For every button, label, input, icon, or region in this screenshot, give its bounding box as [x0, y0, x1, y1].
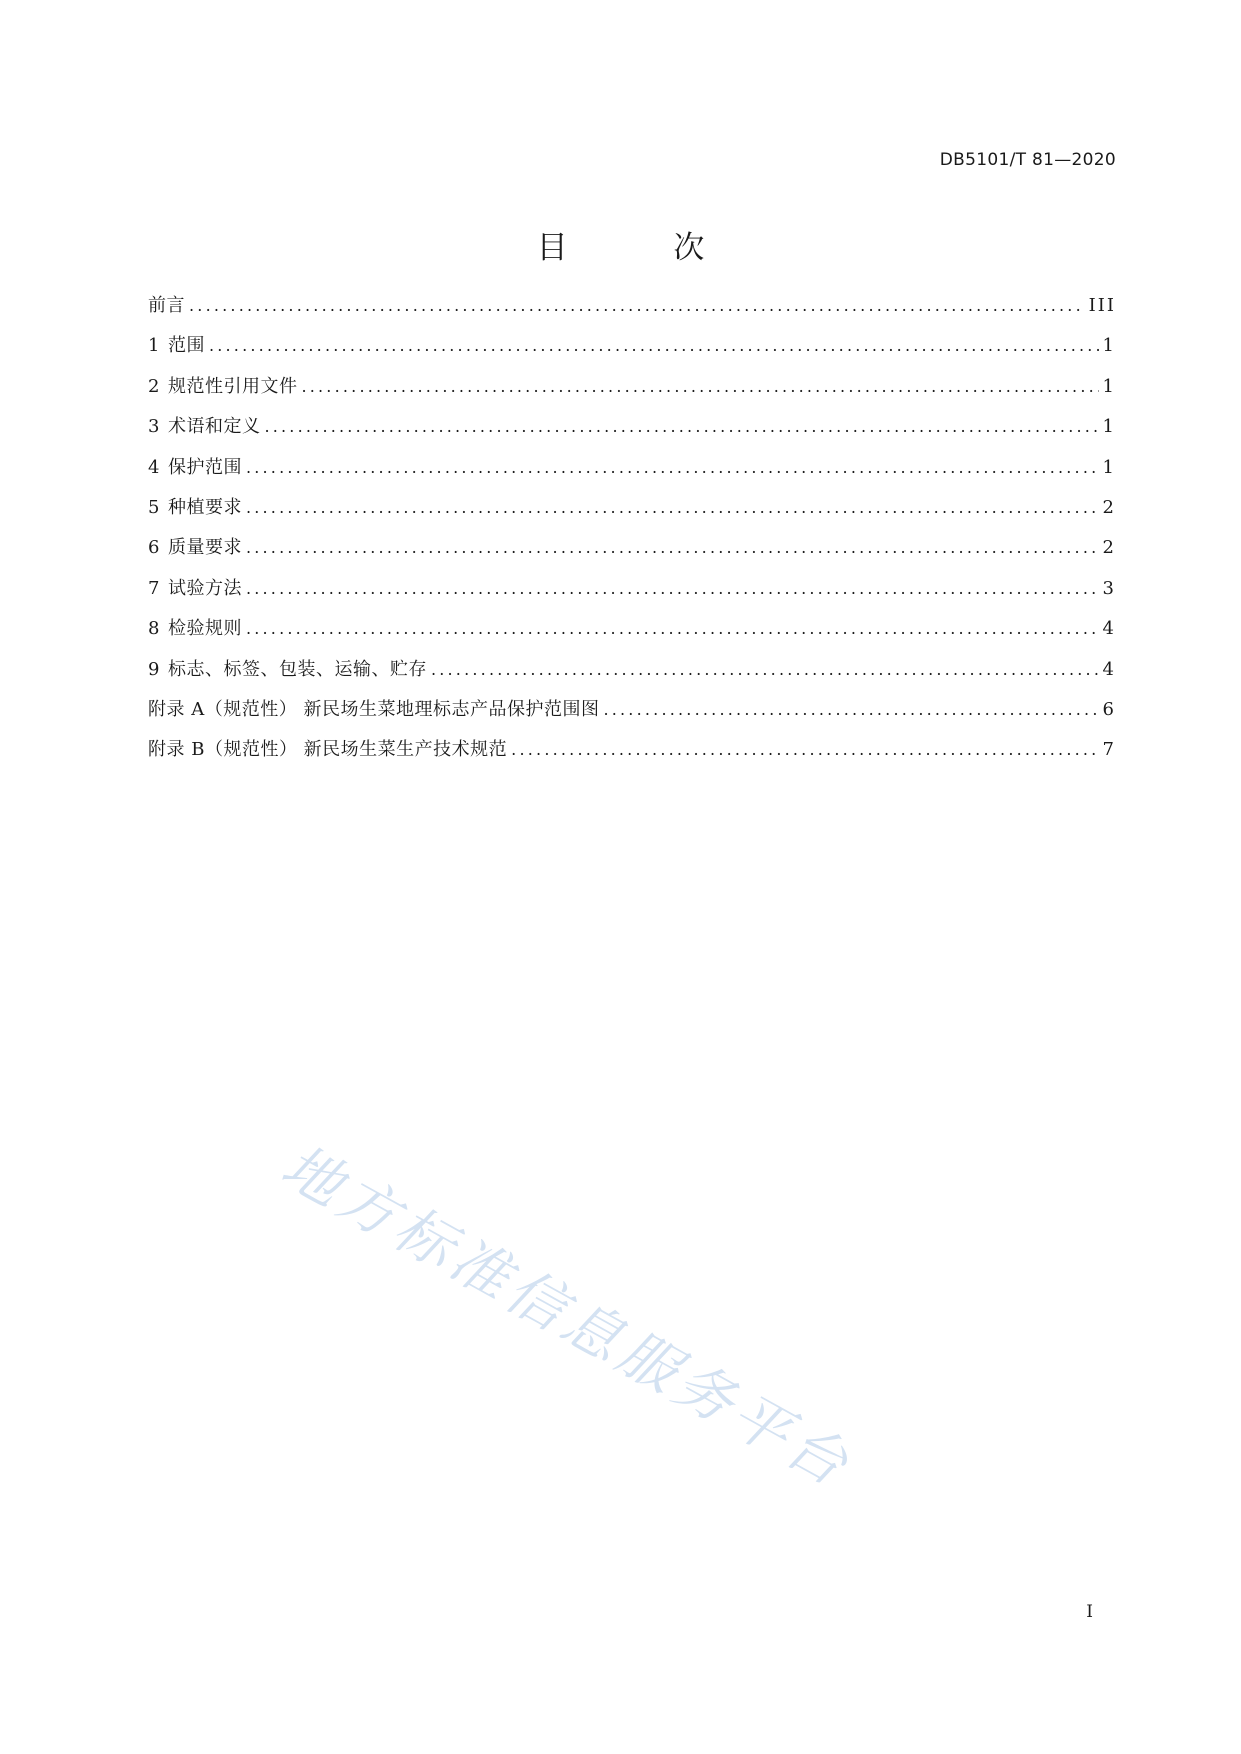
toc-entry-marking-packaging[interactable] [148, 655, 1116, 695]
document-code: DB5101/T 81—2020 [939, 150, 1116, 170]
toc-leader-dots [246, 458, 1099, 477]
toc-entry-label: 附录 A（规范性） 新民场生菜地理标志产品保护范围图 [148, 698, 600, 720]
toc-entry-page: 4 [1102, 658, 1116, 680]
toc-entry-page: 2 [1102, 496, 1116, 518]
toc-entry-page: 2 [1102, 537, 1116, 559]
toc-leader-dots [209, 336, 1099, 355]
toc-entry-label: 2 规范性引用文件 [148, 375, 298, 397]
toc-leader-dots [511, 740, 1098, 759]
toc-leader-dots [246, 579, 1099, 598]
toc-entry-planting-requirements[interactable] [148, 493, 1116, 533]
toc-entry-page: 7 [1102, 739, 1116, 761]
toc-entry-label: 5 种植要求 [148, 496, 242, 518]
toc-entry-label: 附录 B（规范性） 新民场生菜生产技术规范 [148, 739, 508, 761]
toc-entry-page: 4 [1102, 618, 1116, 640]
toc-entry-inspection-rules[interactable] [148, 614, 1116, 654]
toc-entry-label: 7 试验方法 [148, 577, 242, 599]
toc-entry-label: 4 保护范围 [148, 456, 242, 478]
toc-entry-page: 1 [1102, 335, 1116, 357]
toc-entry-annex-b[interactable] [148, 735, 1116, 775]
toc-entry-quality-requirements[interactable] [148, 533, 1116, 573]
toc-entry-scope[interactable] [148, 331, 1116, 371]
toc-leader-dots [431, 660, 1099, 679]
toc-entry-foreword[interactable] [148, 291, 1116, 331]
toc-entry-page: 1 [1102, 456, 1116, 478]
toc-entry-annex-a[interactable] [148, 695, 1116, 735]
toc-leader-dots [189, 296, 1085, 315]
toc-entry-page: 3 [1102, 577, 1116, 599]
toc-entry-terms-definitions[interactable] [148, 412, 1116, 452]
toc-leader-dots [246, 538, 1099, 557]
toc-leader-dots [246, 619, 1099, 638]
toc-entry-protection-scope[interactable] [148, 453, 1116, 493]
toc-entry-label: 6 质量要求 [148, 537, 242, 559]
toc-entry-page: III [1088, 295, 1116, 316]
toc-entry-label: 前言 [148, 295, 185, 316]
toc-entry-label: 3 术语和定义 [148, 416, 261, 438]
toc-title: 目 次 [536, 230, 753, 266]
toc-leader-dots [264, 417, 1098, 436]
toc-entry-test-methods[interactable] [148, 574, 1116, 614]
toc-entry-page: 1 [1102, 416, 1116, 438]
watermark: 地方标准信息服务平台 [270, 1131, 864, 1502]
toc-entry-page: 6 [1102, 698, 1116, 720]
toc-leader-dots [246, 498, 1099, 517]
toc-leader-dots [603, 700, 1098, 719]
toc-entry-label: 9 标志、标签、包装、运输、贮存 [148, 658, 427, 680]
toc-entry-page: 1 [1102, 375, 1116, 397]
page-number: I [1086, 1602, 1093, 1622]
toc-entry-normative-references[interactable] [148, 372, 1116, 412]
toc-list [148, 291, 1116, 776]
toc-entry-label: 8 检验规则 [148, 618, 242, 640]
toc-entry-label: 1 范围 [148, 335, 205, 357]
toc-leader-dots [301, 377, 1098, 396]
